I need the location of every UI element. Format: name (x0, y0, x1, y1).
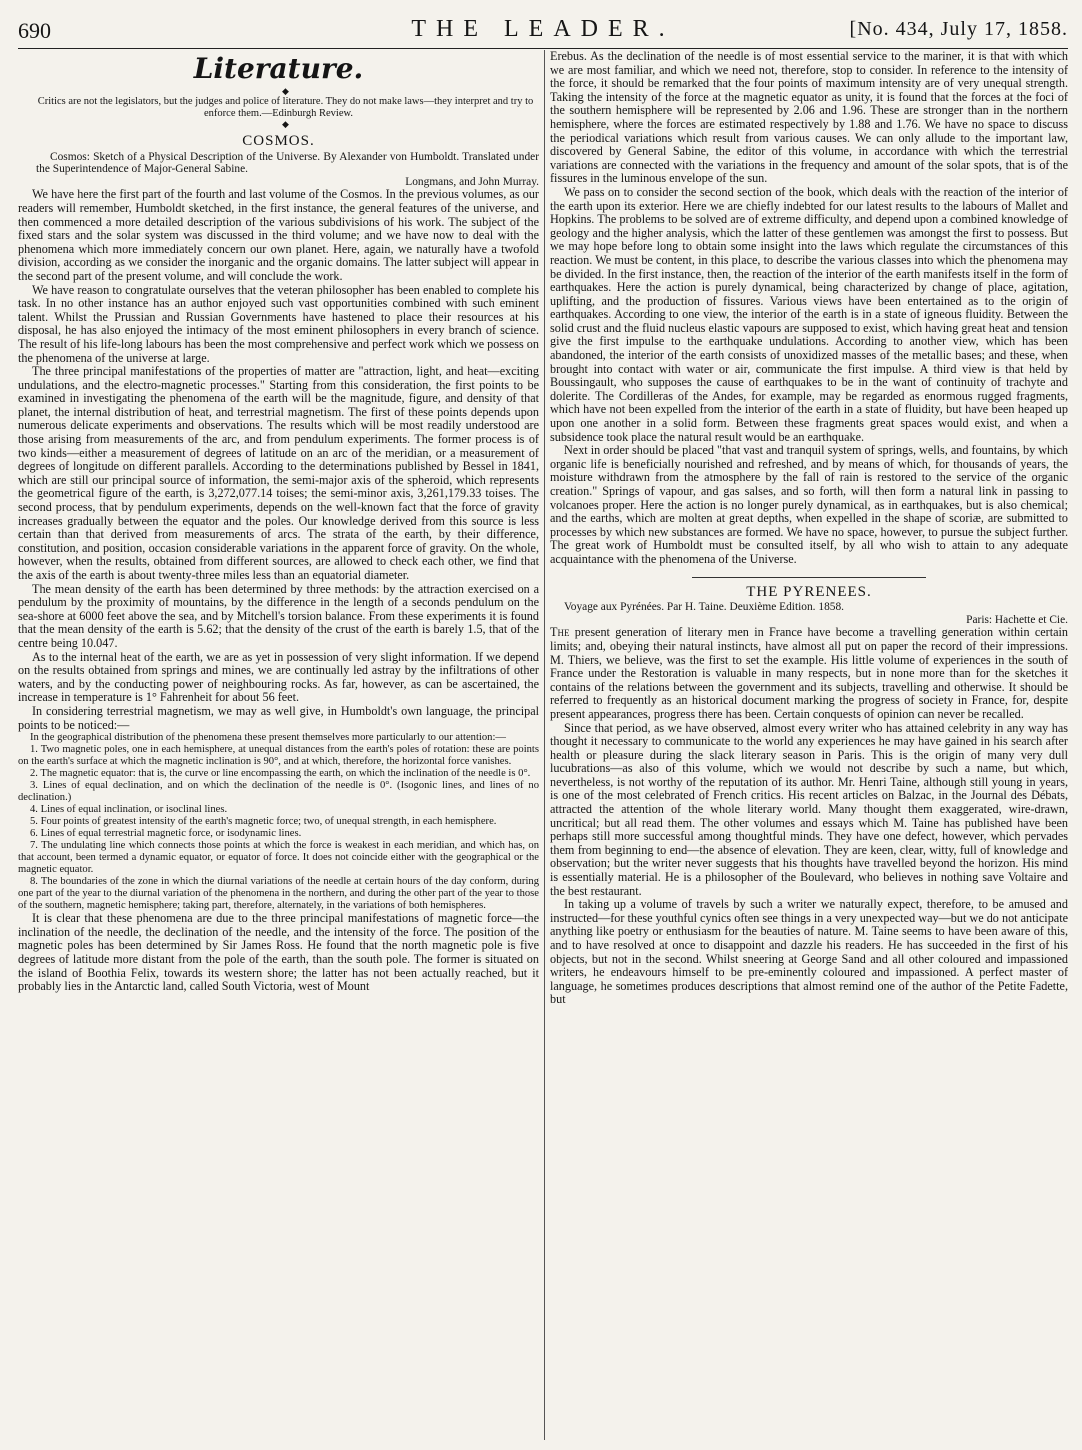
issue-info: [No. 434, July 17, 1858. (849, 18, 1068, 40)
article-publisher: Longmans, and John Murray. (405, 175, 539, 188)
article-paragraph: The mean density of the earth has been determined by three methods: by the attraction exercised on a pendulum by the proximity of mountains, by the difference in the length of a seconds pendulum on the sea-shore at 6000 feet above the sea, and by Mitchell's torsion balance. From these experiments it is found that the mean density of the earth is 5.62; that the density of the crust of the earth is barely 1.5, that of the centre being 10.047. (18, 581, 539, 650)
article-paragraph: As to the internal heat of the earth, we are as yet in possession of very slight information. If we depend on the results obtained from springs and mines, we are continually led astray by the infiltrations of other waters, and by the conducting power of neighbouring rocks. As far, however, as can be ascertained, the increase in temperature is 1° Fahrenheit for about 56 feet. (18, 649, 539, 705)
drop-word: The (550, 625, 570, 640)
quoted-line: 3. Lines of equal declination, and on which the declination of the needle is 0°. (Isogonic lines, and lines of no declination.) (18, 780, 539, 804)
right-column (550, 50, 1068, 1440)
article-paragraph: Since that period, as we have observed, almost every writer who has attained celebrity in any way has thought it necessary to communicate to the world any experiences he may have gained in his search after health or pleasure during the slack literary season in Paris. This is the origin of many very dull lucubrations—as also of this volume, which we would not describe by such a name, but which, nevertheless, is not worthy of the reputation of its author. Mr. Henri Taine, although still young in years, is one of the most celebrated of French critics. His recent articles on Balzac, in the Journal des Débats, attracted the attention of the whole literary world. Many thought them exaggerated, wire-drawn, uncritical; but all read them. The other volumes and essays which M. Taine has published have been perhaps still more successful among thoughtful minds. They have one defect, however, which pervades them from beginning to end—the absence of elevation. They are keen, clear, witty, full of knowledge and observation; but the writer never suggests that his thoughts have travelled beyond the horizon. His mind is essentially material. He is a philosopher of the Boulevard, who believes in nothing save Voltaire and the best restaurant. (550, 720, 1068, 898)
quoted-line: 6. Lines of equal terrestrial magnetic force, or isodynamic lines. (30, 828, 302, 840)
paragraph-text: present generation of literary men in France have become a travelling generation within certain limits; and, obeying their natural instincts, have almost all put on paper the record of their impressions. M. Thiers, we believe, was the first to set the example. His little volume of experiences in the south of France under the Restoration is valuable in many respects, but in none more than for the sketches it contains of the relations between the government and its subjects, travelling and otherwise. It should be referred to frequently as an historical document marking the progress of society in France, for, despite present appearances, progress there has been. Certain conquests of opinion can never be recalled. (550, 625, 1068, 721)
quoted-line: 2. The magnetic equator: that is, the curve or line encompassing the earth, on which the inclination of the needle is 0°. (30, 768, 531, 780)
quoted-line: 1. Two magnetic poles, one in each hemisphere, at unequal distances from the earth's poles of rotation: these are points on the earth's surface at which the magnetic inclination is 90°, and at which, therefore, the horizontal force vanishes. (18, 744, 539, 768)
quoted-line: 5. Four points of greatest intensity of the earth's magnetic force; two, of unequal strength, in each hemisphere. (30, 816, 497, 828)
ornament-divider: ◆ (282, 119, 289, 129)
article-paragraph: The three principal manifestations of the properties of matter are "attraction, light, and heat—exciting undulations, and the electro-magnetic processes." Starting from this consideration, the first points to be examined in investigating the phenomena of the earth will be the magnitude, figure, and density of that planet, the internal distribution of heat, and terrestrial magnetism. The first of these points depends upon numerous delicate experiments and observations. The results which will be most readily understood are those arising from measurements of the arc, and from pendulum experiments. The former process is of two kinds—either a measurement of degrees of latitude on an arc of the meridian, or a measurement of degrees of longitude on different parallels. According to the determinations published by Bessel in 1841, which are still our principal source of information, the semi-major axis of the spheroid, which represents the geometrical figure of the earth, is 3,272,077.14 toises; the semi-minor axis, 3,261,179.33 toises. The second process, that by pendulum experiments, depends on the well-known fact that the force of gravity increases gradually between the equator and the poles. Our knowledge derived from this source is less certain than that derived from measurements of arcs. The strata of the earth, by their difference, constitution, and position, occasion considerable variations in the apparent force of gravity. On the whole, however, when the results, obtained from different sources, are allowed to check each other, we find that the axis of the earth is about twenty-three miles less than an equatorial diameter. (18, 364, 539, 582)
left-column (18, 50, 539, 1440)
article-paragraph: We have reason to congratulate ourselves that the veteran philosopher has been enabled to complete his task. In no other instance has an author enjoyed such vast opportunities combined with such eminent talent. Whilst the Prussian and Russian Governments have hastened to place their resources at his disposal, he has also enjoyed the intimacy of the most eminent philosophers in every branch of science. The result of his life-long labours has been the most comprehensive and perfect work which we possess on the phenomena of the universe at large. (18, 282, 539, 365)
column-divider (544, 50, 545, 1440)
quoted-line: 8. The boundaries of the zone in which the diurnal variations of the needle at certain hours of the day conform, during one part of the year to the diurnal variation of the phenomena in the northern, and during the other part of the year to those of the southern, magnetic hemisphere; taking part, therefore, alternately, in the variations of both hemispheres. (18, 876, 539, 912)
article-paragraph: In considering terrestrial magnetism, we may as well give, in Humboldt's own language, the principal points to be noticed:— (18, 703, 539, 732)
article-paragraph: In taking up a volume of travels by such a writer we naturally expect, therefore, to be amused and instructed—for these youthful cynics often see things in a very unexpected way—but we do not anticipate anything like poetry or enthusiasm for the beauties of nature. M. Taine seems to have been aware of this, and to have resolved at once to disappoint and dazzle his readers. He has succeeded in the first of his objects, but not in the second. Whilst sneering at George Sand and all other coloured and impassioned writers, he endeavours himself to be pre-eminently coloured and impassioned. A perfect master of language, he sometimes produces descriptions that almost remind one of the author of the Petite Fadette, but (550, 897, 1068, 1007)
article-title: THE PYRENEES. (746, 583, 872, 600)
section-motto: Critics are not the legislators, but the judges and police of literature. They do not make laws—they interpret and try to enforce them.—Edinburgh Review. (37, 96, 534, 119)
article-byline: Cosmos: Sketch of a Physical Description of the Universe. By Alexander von Humboldt. Translated under the Superintendence of Major-General Sabine. (36, 150, 539, 176)
article-divider (692, 577, 925, 578)
article-byline: Voyage aux Pyrénées. Par H. Taine. Deuxième Edition. 1858. (564, 601, 845, 614)
page-number: 690 (18, 18, 51, 43)
quoted-line: 7. The undulating line which connects those points at which the force is weakest in each meridian, and which has, on that account, been termed a dynamic equator, or equator of force. It does not coincide either with the geographical or the magnetic equator. (18, 840, 539, 876)
article-paragraph: It is clear that these phenomena are due to the three principal manifestations of magnetic force—the inclination of the needle, the declination of the needle, and the intensity of the force. The position of the magnetic poles has been determined by Sir James Ross. He found that the north magnetic pole is five degrees of latitude more distant from the pole of the earth, than the south pole. The former is situated on the island of Boothia Felix, towards its western shore; the latter has not been actually reached, but it probably lies in the Antarctic land, called South Victoria, west of Mount (18, 911, 539, 994)
quoted-passage (18, 732, 539, 912)
newspaper-title: THE LEADER. (411, 16, 675, 42)
article-paragraph: Erebus. As the declination of the needle is of most essential service to the mariner, it is that with which we are most familiar, and which we need not, therefore, stop to consider. In reference to the intensity of the force, it should be remarked that the four points of maximum intensity are of very unequal strength. Taking the intensity of the force at the magnetic equator as unity, it is found that the forces at the foci of the southern hemisphere will be represented by 2.06 and 1.96. These are stronger than in the northern hemisphere, where the forces are estimated respectively by 1.88 and 1.76. We have no space to discuss the periodical variations which result from various causes. We can only allude to the important law, discovered by General Sabine, the editor of this volume, in accordance with which the terrestrial variations are connected with the variations in the frequency and amount of the solar spots, that is of the fissures in the luminous envelope of the sun. (550, 50, 1068, 186)
article-paragraph: We have here the first part of the fourth and last volume of the Cosmos. In the previous volumes, as our readers will remember, Humboldt sketched, in the first instance, the general features of the universe, and then commenced a more detailed description of the various subdivisions of his work. The subject of the fixed stars and the solar system was discussed in the third volume; and we have now to deal with the phenomena which more immediately concern our own planet. Here, again, we naturally have a twofold division, according as we consider the inorganic and the organic domains. The latter subject will appear in the second part of the present volume, and will conclude the work. (18, 187, 539, 283)
section-title: Literature. (193, 52, 364, 85)
article-paragraph: We pass on to consider the second section of the book, which deals with the reaction of the interior of the earth upon its exterior. Here we are chiefly indebted for our latest results to the labours of Mallet and Hopkins. The problems to be solved are of extreme difficulty, and depend upon a combined knowledge of geology and the higher analysis, which the latter of these gentlemen was amongst the first to possess. But we may hope before long to obtain some insight into the laws which regulate the circumstances of this reaction. We must be content, in this place, to describe the various classes into which the phenomena may be divided. In the first instance, then, the reaction of the interior of the earth manifests itself in the form of earthquakes. Here the action is purely dynamical, being characterized by change of place, agitation, uplifting, and the production of fissures. Various views have been entertained as to the origin of earthquakes. According to one view, the interior of the earth is in a state of igneous fluidity. Between the solid crust and the fluid nucleus elastic vapours are supposed to exist, which having great heat and tension give the first impulse to the earthquake undulations. According to another view, which has been abandoned, the interior of the earth consists of unoxidized masses of the metallic bases; and these, when brought into contact with water or air, communicate the first impulse. A third view is that held by Boussingault, who supposes the cause of earthquakes to be in the want of continuity of trachyte and dolerite. The Cordilleras of the Andes, for example, may be regarded as enormous rugged fragments, which have not been expelled from the interior of the earth in a state of fluidity, but have been heaped up upon one another in a solid form. Between these fragments great spaces would exist, and when a subsidence took place the natural result would be an earthquake. (550, 184, 1068, 444)
masthead (18, 12, 1068, 49)
article-paragraph (550, 626, 1068, 721)
quoted-line: 4. Lines of equal inclination, or isoclinal lines. (30, 804, 228, 816)
article-paragraph: Next in order should be placed "that vast and tranquil system of springs, wells, and fountains, by which organic life is beneficially nourished and refreshed, and by means of which, for thousands of years, the moisture withdrawn from the atmosphere by the fall of rain is restored to the service of the organic creation." Springs of vapour, and gas salses, and so forth, will then form a natural link in passing to volcanoes proper. Here the action is no longer purely dynamical, as in earthquakes, but is also chemical; and the earths, which are molten at great depths, when expelled in the shape of scoriæ, are submitted to processes by which new substances are formed. We have no space, however, to pursue the subject further. The great work of Humboldt must be consulted itself, by all who wish to attain to any adequate acquaintance with the phenomena of the Universe. (550, 443, 1068, 566)
ornament-divider: ◆ (282, 86, 289, 96)
article-title: COSMOS. (242, 133, 315, 149)
article-publisher: Paris: Hachette et Cie. (966, 613, 1068, 626)
quoted-line: In the geographical distribution of the phenomena these present themselves more particularly to our attention:— (30, 732, 506, 744)
